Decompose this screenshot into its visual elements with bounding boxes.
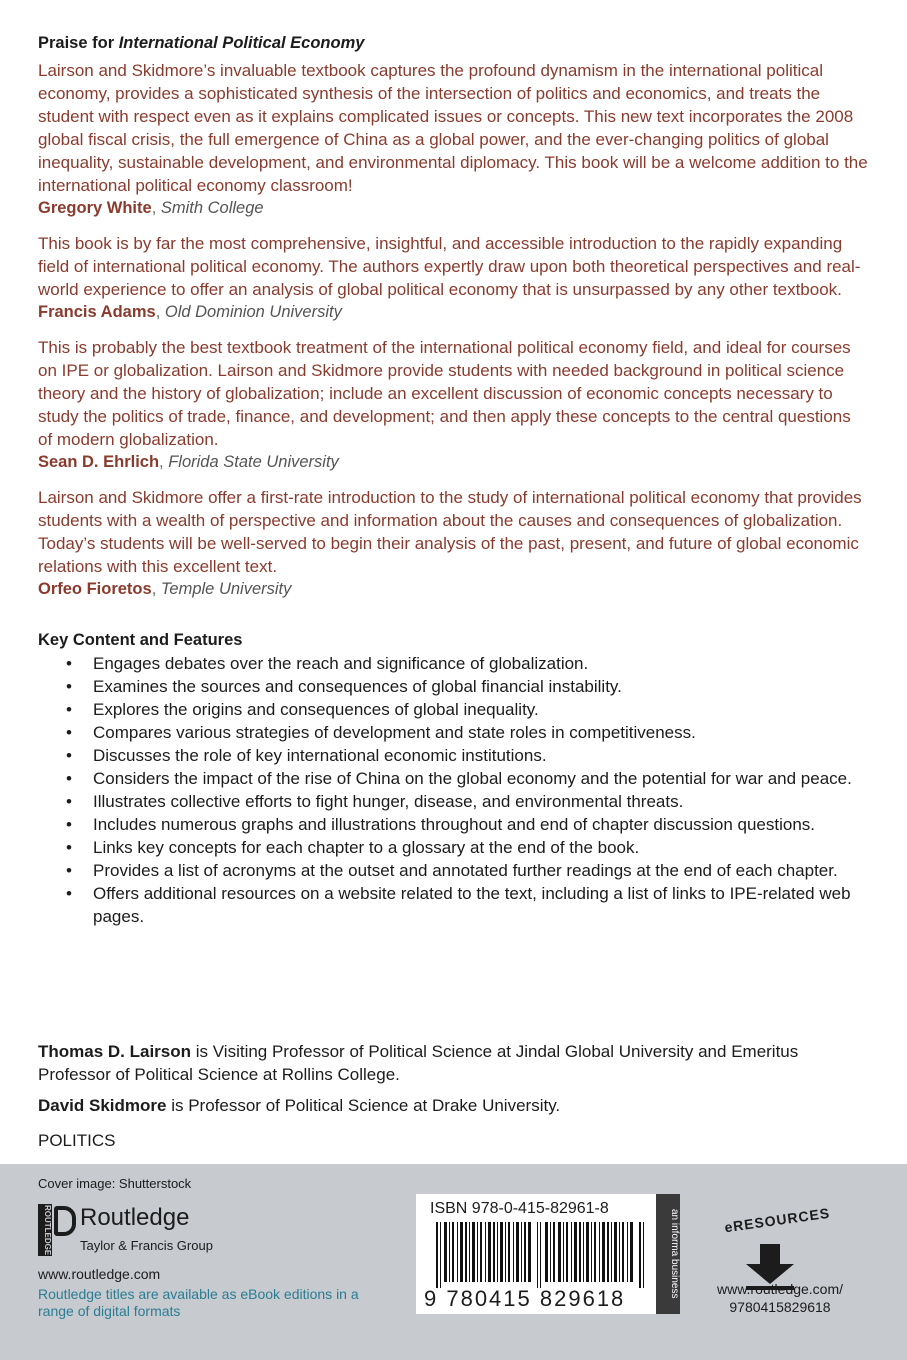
bullet-icon: • <box>66 700 72 719</box>
ebook-note: Routledge titles are available as eBook editions in a range of digital formats <box>38 1286 359 1319</box>
review-quote <box>38 59 868 220</box>
bullet-icon: • <box>66 884 72 903</box>
feature-text: Includes numerous graphs and illustrations throughout and end of chapter discussion questions. <box>93 815 816 834</box>
list-item <box>38 744 868 767</box>
quote-attribution: Sean D. Ehrlich, Florida State University <box>38 453 339 471</box>
author-bio <box>38 1094 868 1117</box>
reviewer-name: Francis Adams <box>38 303 156 321</box>
review-quote <box>38 336 868 474</box>
bullet-icon: • <box>66 746 72 765</box>
isbn-label: ISBN 978-0-415-82961-8 <box>430 1200 609 1217</box>
informa-badge: an informa business <box>656 1194 680 1314</box>
feature-text: Explores the origins and consequences of global inequality. <box>93 700 539 719</box>
praise-heading <box>38 34 868 53</box>
review-quote <box>38 232 868 324</box>
reviewer-affiliation: Old Dominion University <box>164 303 342 321</box>
bullet-icon: • <box>66 769 72 788</box>
bullet-icon: • <box>66 861 72 880</box>
routledge-mark-icon <box>54 1206 76 1236</box>
list-item <box>38 698 868 721</box>
author-bio-text: is Professor of Political Science at Drake University. <box>166 1096 561 1115</box>
feature-text: Offers additional resources on a website related to the text, including a list of links to IPE-related web pages. <box>93 884 851 926</box>
reviewer-name: Sean D. Ehrlich <box>38 453 160 471</box>
cover-credit: Cover image: Shutterstock <box>38 1176 192 1191</box>
list-item <box>38 813 868 836</box>
author-name: David Skidmore <box>38 1096 167 1115</box>
list-item <box>38 675 868 698</box>
subject-category: POLITICS <box>38 1131 116 1150</box>
feature-text: Compares various strategies of development and state roles in competitiveness. <box>93 723 696 742</box>
list-item <box>38 836 868 859</box>
list-item <box>38 882 868 928</box>
bullet-icon: • <box>66 815 72 834</box>
quote-attribution: Gregory White, Smith College <box>38 199 264 217</box>
barcode-icon <box>436 1222 646 1288</box>
list-item <box>38 790 868 813</box>
feature-text: Links key concepts for each chapter to a glossary at the end of the book. <box>93 838 640 857</box>
bullet-icon: • <box>66 723 72 742</box>
list-item <box>38 721 868 744</box>
reviewer-affiliation: Temple University <box>160 580 292 598</box>
routledge-logo-icon: ROUTLEDGE <box>38 1204 52 1256</box>
praise-heading-book-title: International Political Economy <box>118 34 365 52</box>
feature-text: Illustrates collective efforts to fight hunger, disease, and environmental threats. <box>93 792 684 811</box>
barcode-digits: 9 780415 829618 <box>424 1286 626 1311</box>
author-bio <box>38 1040 868 1086</box>
main-content <box>38 34 868 928</box>
review-quote <box>38 486 868 601</box>
reviewer-affiliation: Smith College <box>160 199 264 217</box>
praise-heading-prefix: Praise for <box>38 34 119 52</box>
footer-band <box>0 1164 907 1360</box>
features-list <box>38 652 868 928</box>
feature-text: Provides a list of acronyms at the outset and annotated further readings at the end of each chapter. <box>93 861 838 880</box>
publisher-name: Routledge <box>80 1204 190 1231</box>
publisher-url[interactable]: www.routledge.com <box>38 1266 161 1282</box>
eresources-url-line2: 9780415829618 <box>729 1299 831 1315</box>
reviewer-affiliation: Florida State University <box>168 453 339 471</box>
quote-text: This is probably the best textbook treatment of the international political economy field, and ideal for courses on IPE or globalization. Lairson and Skidmore provide students with needed background in political science theory and the history of globalization; include an excellent discussion of economic concepts necessary to study the politics of trade, finance, and development; and then apply these concepts to the central questions of modern globalization. <box>38 338 851 449</box>
publisher-group: Taylor & Francis Group <box>80 1238 213 1253</box>
eresources-label: eRESOURCES <box>723 1204 832 1236</box>
feature-text: Engages debates over the reach and significance of globalization. <box>93 654 589 673</box>
quote-attribution: Francis Adams, Old Dominion University <box>38 303 342 321</box>
quote-text: This book is by far the most comprehensive, insightful, and accessible introduction to the rapidly expanding field of international political economy. The authors expertly draw upon both theoretical perspectives and real-world experience to offer an analysis of global political economy that is unsurpassed by any other textbook. <box>38 234 861 299</box>
feature-text: Examines the sources and consequences of global financial instability. <box>93 677 622 696</box>
bullet-icon: • <box>66 677 72 696</box>
quote-attribution: Orfeo Fioretos, Temple University <box>38 580 292 598</box>
feature-text: Considers the impact of the rise of China on the global economy and the potential for war and peace. <box>93 769 852 788</box>
features-heading: Key Content and Features <box>38 631 243 649</box>
quote-text: Lairson and Skidmore’s invaluable textbook captures the profound dynamism in the international political economy, provides a sophisticated synthesis of the intersection of politics and economics, and treats the student with respect even as it explains complicated issues or concepts. This new text incorporates the 2008 global fiscal crisis, the full emergence of China as a global power, and the ever-changing politics of global inequality, sustainable development, and environmental diplomacy. This book will be a welcome addition to the international political economy classroom! <box>38 61 868 195</box>
author-bios <box>38 1040 868 1125</box>
reviewer-name: Orfeo Fioretos <box>38 580 152 598</box>
author-name: Thomas D. Lairson <box>38 1042 192 1061</box>
author-bio-text: is Visiting Professor of Political Science at Jindal Global University and Emeritus Professor of Political Science at Rollins College. <box>38 1042 799 1084</box>
eresources-url[interactable] <box>700 1280 860 1316</box>
reviewer-name: Gregory White <box>38 199 152 217</box>
bullet-icon: • <box>66 792 72 811</box>
bullet-icon: • <box>66 838 72 857</box>
isbn-barcode-box <box>416 1194 656 1314</box>
bullet-icon: • <box>66 654 72 673</box>
feature-text: Discusses the role of key international economic institutions. <box>93 746 547 765</box>
list-item <box>38 767 868 790</box>
list-item <box>38 859 868 882</box>
eresources-url-line1: www.routledge.com/ <box>716 1281 844 1297</box>
quote-text: Lairson and Skidmore offer a first-rate introduction to the study of international political economy that provides students with a wealth of perspective and information about the causes and consequences of globalization. Today’s students will be well-served to begin their analysis of the past, present, and future of global economic relations with this excellent text. <box>38 488 862 576</box>
list-item <box>38 652 868 675</box>
